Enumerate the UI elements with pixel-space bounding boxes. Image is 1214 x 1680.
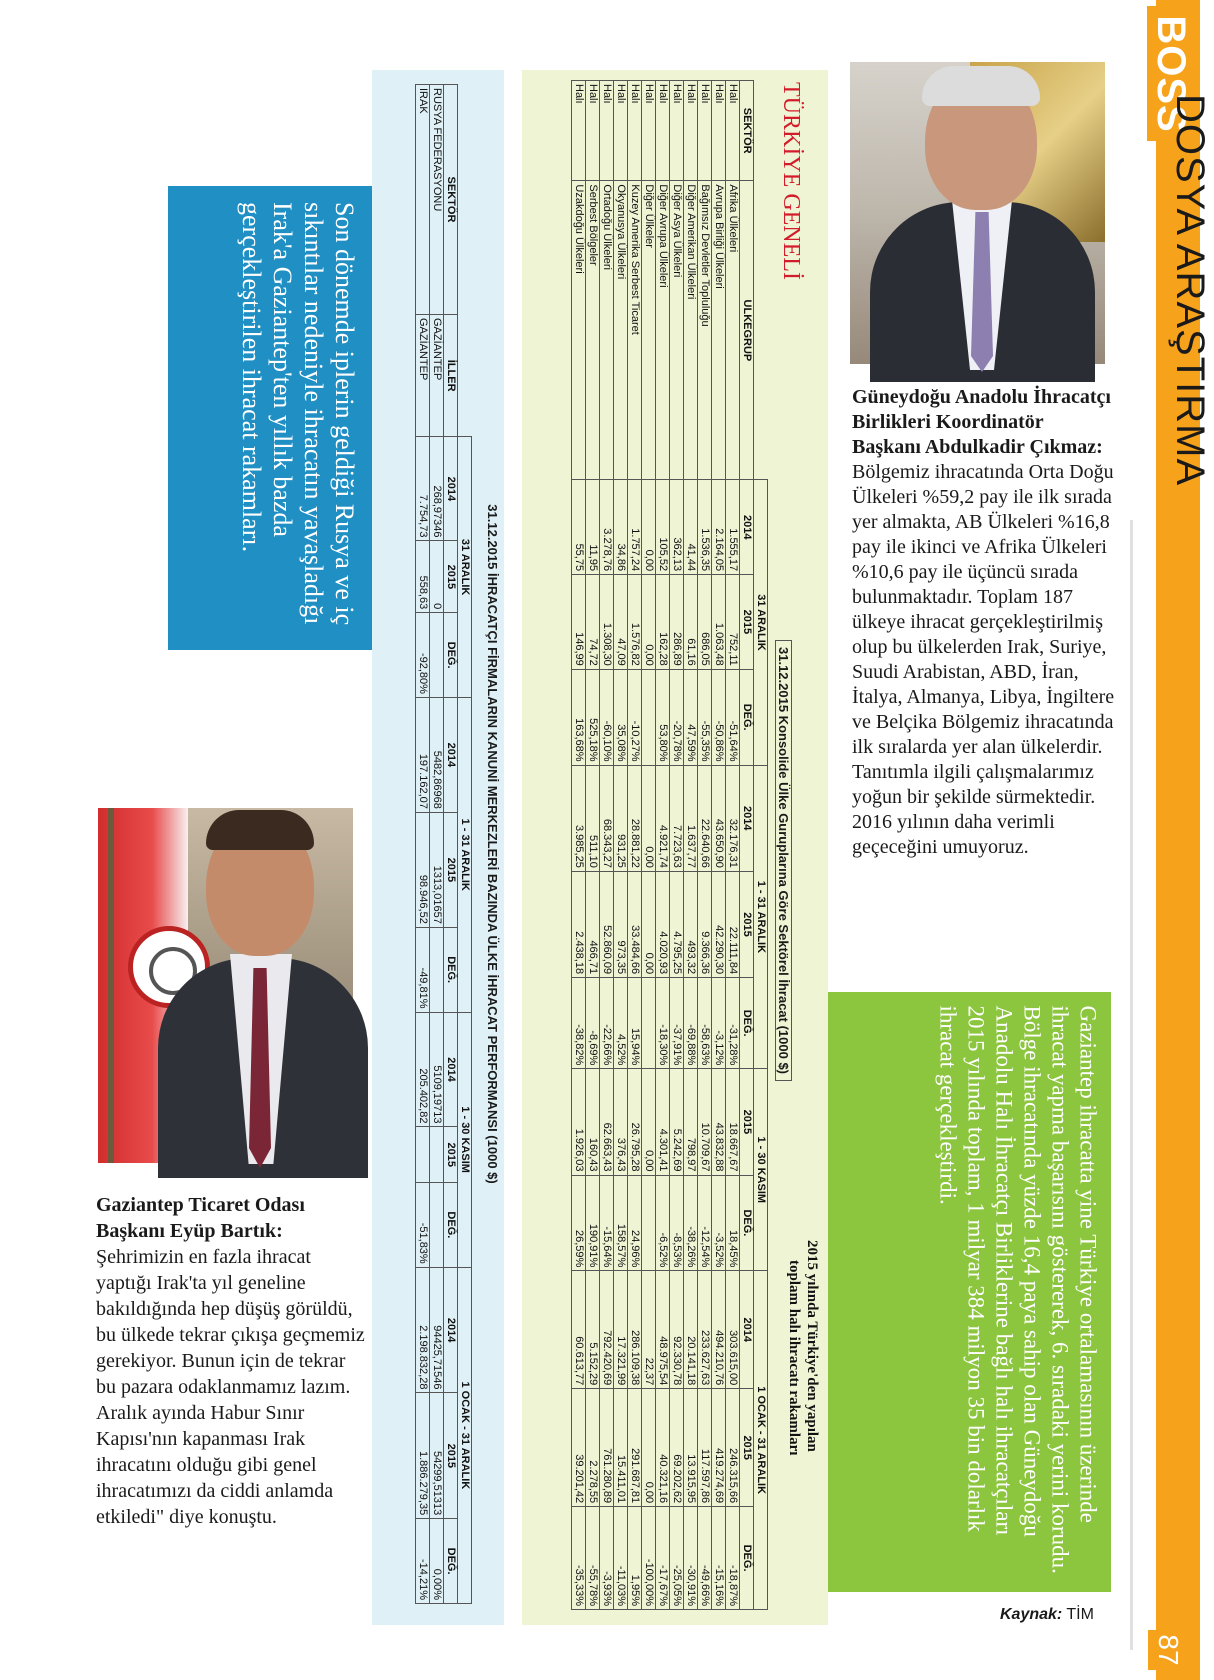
table2-row (600, 81, 614, 1610)
table1-cell: 98.946,52 (416, 812, 430, 927)
table2-cell: 419.274,69 (712, 1389, 726, 1507)
table2-cell: Halı (698, 81, 712, 181)
table2-cell: 2.438,18 (572, 871, 586, 977)
table2-cell: 493,32 (684, 871, 698, 977)
table2-cell: -11,03% (614, 1507, 628, 1610)
table2-cell: 32.176,31 (726, 765, 740, 871)
table1-cell: -51,83% (416, 1183, 430, 1268)
table2-row (586, 81, 600, 1610)
table2-cell: -37,91% (670, 978, 684, 1069)
table2-cell: Halı (726, 81, 740, 181)
table2-cell: Halı (600, 81, 614, 181)
table1-row (416, 85, 430, 1604)
table1-cell: 1.886.279,35 (416, 1393, 430, 1519)
table2-cell: 69.202,62 (670, 1389, 684, 1507)
table2-cell: 761.280,89 (600, 1389, 614, 1507)
table1-header-cell: 2015 (444, 1127, 458, 1183)
table1-group: 1 OCAK - 31 ARALIK (458, 1267, 472, 1603)
table2-cell: 22,37 (642, 1271, 656, 1389)
table2-cell: Halı (684, 81, 698, 181)
table2-cell: -50,86% (712, 669, 726, 765)
table2-cell: 5.152,29 (586, 1271, 600, 1389)
table2-cell: 10.709,67 (698, 1069, 712, 1175)
highlight-box-green (828, 992, 1111, 1592)
table2-cell: 1.536,35 (698, 480, 712, 575)
table2-cell: Halı (614, 81, 628, 181)
table2-cell: 4.020,93 (656, 871, 670, 977)
table1-header-cell: DEĞ. (444, 613, 458, 698)
table2-cell: Serbest Bölgeler (586, 181, 600, 480)
table2-cell: 466,71 (586, 871, 600, 977)
table2-cell: 752,11 (726, 575, 740, 670)
table1-cell (430, 927, 444, 1012)
table1-cell: 1313,01657 (430, 812, 444, 927)
table1-cell: 0 (430, 541, 444, 613)
table2-group: 1 - 31 ARALIK (754, 765, 768, 1069)
table2-cell: Halı (628, 81, 642, 181)
table2-cell: -10,27% (628, 669, 642, 765)
table2-header-cell: 2014 (740, 1271, 754, 1389)
table1-cell: 2.198.832,28 (416, 1267, 430, 1393)
table2-cell: 52.860,09 (600, 871, 614, 977)
table1-cell: GAZİANTEP (416, 314, 430, 436)
table1-header-cell: DEĞ. (444, 1519, 458, 1604)
caption-left-body: Şehrimizin en fazla ihracat yaptığı Irak'ta yıl geneline bakıldığında hep düşüş görüldü, bu ülkede tekrar çıkışa geçmemiz gerekiyor. Bunun için de tekrar bu pazara odaklanmamız lazım. Aralık ayında Habur Sınır Kapısı'nın kapanması Irak ihracatını olduğu gibi genel ihracatımızı da ciddi anlamda etkiledi" diye konuştu. (96, 1246, 365, 1528)
table2-cell: Halı (670, 81, 684, 181)
table2-cell: 792.420,69 (600, 1271, 614, 1389)
table2-cell: Ortadoğu Ülkeleri (600, 181, 614, 480)
table2-header-cell: ULKEGRUP (740, 181, 754, 480)
green-paragraph-2: Bölge ihracatında yüzde 16,4 paya sahip olan Güneydoğu Anadolu Halı İhracatçı Birliklerine bağlı halı ihracatçıları 2015 yılında toplam, 1 milyar 384 milyon 35 bin dolarlık ihracat gerçekleştirdi. (935, 1005, 1045, 1537)
table1-header-cell: 2015 (444, 1393, 458, 1519)
table2-row (642, 81, 656, 1610)
table2-cell: -18,30% (656, 978, 670, 1069)
table1-header-cell: 2014 (444, 697, 458, 812)
table2-cell: 798,97 (684, 1069, 698, 1175)
table2-cell: 22.640,66 (698, 765, 712, 871)
source-credit (1000, 1606, 1094, 1624)
table1-header-cell: 2014 (444, 437, 458, 541)
table2-cell: 4.301,41 (656, 1069, 670, 1175)
table2-row (726, 81, 740, 1610)
table2-cell: 511,10 (586, 765, 600, 871)
table2-cell: Bağımsız Devletler Topluluğu (698, 181, 712, 480)
photo-eyup-bartik (98, 808, 353, 1163)
table1-cell: 558,63 (416, 541, 430, 613)
table2-cell: 22.111,84 (726, 871, 740, 977)
table1-header-cell: 2015 (444, 812, 458, 927)
caption-abdulkadir-cikmaz (852, 385, 1117, 860)
table1-group: 1 - 31 ARALIK (458, 697, 472, 1012)
table2-cell: 0,00 (642, 575, 656, 670)
table2-cell: -8,69% (586, 978, 600, 1069)
photo-abdulkadir-cikmaz (850, 62, 1105, 364)
table1-header-cell: SEKTÖR (444, 85, 458, 315)
table2-group: 1 - 30 KASIM (754, 1069, 768, 1271)
highlight-text: Son dönemde iplerin geldiği Rusya ve iç sıkıntılar nedeniyle ihracatın yavaşladığı Irak'a Gaziantep'ten yıllık bazda gerçekleştirilen ihracat rakamları. (237, 202, 359, 626)
table2-cell: 117.597,86 (698, 1389, 712, 1507)
table2-row (572, 81, 586, 1610)
table2-cell: Kuzey Amerika Serbest Ticaret (628, 181, 642, 480)
table2-cell: 74,72 (586, 575, 600, 670)
table2-cell: 33.484,66 (628, 871, 642, 977)
table2-cell: 92.330,78 (670, 1271, 684, 1389)
table2-cell: 26,59% (572, 1175, 586, 1271)
table2-cell (642, 978, 656, 1069)
brand-logo: BOSS (1147, 6, 1195, 141)
table2-cell: 146,99 (572, 575, 586, 670)
table2-cell: -18,87% (726, 1507, 740, 1610)
table2-cell: 2.164,05 (712, 480, 726, 575)
table2-cell: -22,66% (600, 978, 614, 1069)
table2-cell: -12,54% (698, 1175, 712, 1271)
table2-cell: 9.366,36 (698, 871, 712, 977)
table2-cell: 41,44 (684, 480, 698, 575)
table1-cell: IRAK (416, 85, 430, 315)
table2-cell: 43.832,88 (712, 1069, 726, 1175)
table2-cell: -60,10% (600, 669, 614, 765)
table2-cell: 158,57% (614, 1175, 628, 1271)
table2-cell: 1.063,48 (712, 575, 726, 670)
table2-cell: 18.667,67 (726, 1069, 740, 1175)
table2-cell: -3,93% (600, 1507, 614, 1610)
table2-group: 31 ARALIK (754, 480, 768, 765)
table1-cell: -49,81% (416, 927, 430, 1012)
table1-rotated (415, 84, 500, 1604)
table1-cell: 5109,19713 (430, 1012, 444, 1127)
table1-cell: 205.402,82 (416, 1012, 430, 1127)
green-paragraph-1: Gaziantep ihracatta yine Türkiye ortalamasının üzerinde ihracat yapma başarısını göstererek, 6. sıradaki yerini korudu. (1047, 1005, 1101, 1574)
table2-cell: 1.637,77 (684, 765, 698, 871)
table2-cell: 190,91% (586, 1175, 600, 1271)
table2-cell: 15,94% (628, 978, 642, 1069)
green-box-content (829, 992, 1112, 1592)
table2-cell (642, 669, 656, 765)
table2-cell: 973,35 (614, 871, 628, 977)
table2-cell: 34,86 (614, 480, 628, 575)
table2-cell: 61,16 (684, 575, 698, 670)
table2-title: 31.12.2015 Konsolide Ülke Guruplarına Göre Sektörel İhracat (1000 $) (775, 640, 792, 1081)
table2-cell: -55,35% (698, 669, 712, 765)
table1-header-cell: DEĞ. (444, 1183, 458, 1268)
hair (922, 66, 1040, 106)
table2-cell: 162,28 (656, 575, 670, 670)
table1-blank (458, 85, 472, 437)
table2-cell: -6,52% (656, 1175, 670, 1271)
table2-cell: -15,64% (600, 1175, 614, 1271)
table2-header-cell: 2015 (740, 1069, 754, 1175)
table1-panel (372, 70, 504, 1625)
caption-right-body: Bölgemiz ihracatında Orta Doğu Ülkeleri %59,2 pay ile ilk sırada yer almakta, AB Ülkeleri %16,8 pay ile ikinci ve Afrika Ülkeleri %10,6 pay ile üçüncü sırada bulunmaktadır. Toplam 187 ülkeye ihracat gerçekleştirilmiş olup bu ülkelerden Irak, Suriye, Suudi Arabistan, ABD, İran, İtalya, Almanya, Libya, İngiltere ve Belçika Bölgemiz ihracatında ilk sıralarda yer alan ülkelerdir. Tanıtımla ilgili çalışmalarımız yoğun bir şekilde sürmektedir. 2016 yılının daha verimli geçeceğini umuyoruz. (852, 461, 1115, 858)
table2-row (656, 81, 670, 1610)
table2-cell: 376,43 (614, 1069, 628, 1175)
table2-blank (754, 81, 768, 480)
table1-cell: -92,80% (416, 613, 430, 698)
table2-row (684, 81, 698, 1610)
table2-cell: 17.321,99 (614, 1271, 628, 1389)
table1-cell: 0,00% (430, 1519, 444, 1604)
table1-cell (416, 1127, 430, 1183)
table1-cell: -14,21% (416, 1519, 430, 1604)
table1-cell: 268,97346 (430, 437, 444, 541)
table2-cell: 233.627,63 (698, 1271, 712, 1389)
table1-cell (430, 1183, 444, 1268)
table2-cell: 303.615,00 (726, 1271, 740, 1389)
table2-row (712, 81, 726, 1610)
table2-cell: 160,43 (586, 1069, 600, 1175)
table2-cell: 494.210,76 (712, 1271, 726, 1389)
table1-group: 1 - 30 KASIM (458, 1012, 472, 1267)
table2-cell: -15,16% (712, 1507, 726, 1610)
table2-cell: -30,91% (684, 1507, 698, 1610)
table2-panel (522, 70, 828, 1625)
highlight-box-blue (168, 186, 372, 650)
table2-header-cell: 2014 (740, 480, 754, 575)
flag-pole (108, 808, 114, 1163)
table2-cell: 4.921,74 (656, 765, 670, 871)
table2-cell: 47,09 (614, 575, 628, 670)
table2-cell: Avrupa Birliği Ülkeleri (712, 181, 726, 480)
table2-cell: 15.411,01 (614, 1389, 628, 1507)
hair (206, 810, 314, 850)
table2-cell: 525,18% (586, 669, 600, 765)
table2-cell: 18,45% (726, 1175, 740, 1271)
table2-cell: Uzakdoğu Ülkeleri (572, 181, 586, 480)
table2-cell: -25,05% (670, 1507, 684, 1610)
table2-cell: 1.576,82 (628, 575, 642, 670)
table2-row (670, 81, 684, 1610)
table2-cell: Halı (572, 81, 586, 181)
table2-cell: 5.242,69 (670, 1069, 684, 1175)
table2-group: 1 OCAK - 31 ARALIK (754, 1271, 768, 1610)
table1-cell: 7.754,73 (416, 437, 430, 541)
table2-cell: 47,59% (684, 669, 698, 765)
table2-cell: -3,12% (712, 978, 726, 1069)
table2-cell: 7.723,63 (670, 765, 684, 871)
table2-cell: Halı (642, 81, 656, 181)
table2-cell: 4,52% (614, 978, 628, 1069)
table2-cell: 4.795,25 (670, 871, 684, 977)
source-value: TİM (1066, 1606, 1094, 1623)
table1-cell: GAZİANTEP (430, 314, 444, 436)
table1-cell: RUSYA FEDERASYONU (430, 85, 444, 315)
side-divider (1130, 520, 1133, 1650)
table1-header-cell: İLLER (444, 314, 458, 436)
table2-cell: 1.555,17 (726, 480, 740, 575)
table2-cell: -20,78% (670, 669, 684, 765)
table2-cell: 286,89 (670, 575, 684, 670)
table2-cell: 0,00 (642, 765, 656, 871)
table2-header-cell: DEĞ. (740, 1507, 754, 1610)
table1-title: 31.12.2015 İHRACATÇI FİRMALARIN KANUNİ MERKEZLERİ BAZINDA ÜLKE İHRACAT PERFORMANSI (1000 $) (485, 504, 500, 1184)
table2-cell: 2.278,55 (586, 1389, 600, 1507)
table2-cell: 1.926,03 (572, 1069, 586, 1175)
caption-eyup-bartik (96, 1192, 366, 1530)
table2-cell: 28.881,22 (628, 765, 642, 871)
table2-cell: 1,95% (628, 1507, 642, 1610)
table2-cell: Halı (656, 81, 670, 181)
table2-cell: -8,53% (670, 1175, 684, 1271)
table2-cell: Diğer Ülkeler (642, 181, 656, 480)
page-number: 87 (1148, 1630, 1188, 1670)
table2-cell: 246.315,66 (726, 1389, 740, 1507)
table2-cell: 11,95 (586, 480, 600, 575)
table2-cell: 1.757,24 (628, 480, 642, 575)
table2-cell: -49,66% (698, 1507, 712, 1610)
caption-left-title: Gaziantep Ticaret Odası Başkanı Eyüp Bartık: (96, 1194, 305, 1242)
section-title: DOSYA ARAŞTIRMA (1168, 94, 1212, 487)
table2-cell: 42.290,30 (712, 871, 726, 977)
table2-cell: Diğer Amerikan Ülkeleri (684, 181, 698, 480)
table2-cell: 20.141,18 (684, 1271, 698, 1389)
table2-cell: 60.613,77 (572, 1271, 586, 1389)
table1-cell (430, 613, 444, 698)
table1-cell: 94425,71546 (430, 1267, 444, 1393)
table2-cell: 26.795,28 (628, 1069, 642, 1175)
table1-cell: 54299,51313 (430, 1393, 444, 1519)
table2-cell: Okyanusya Ülkeleri (614, 181, 628, 480)
table2-cell: 43.650,90 (712, 765, 726, 871)
table2-header-cell: DEĞ. (740, 669, 754, 765)
source-label: Kaynak: (1000, 1606, 1063, 1623)
table2-cell: 362,13 (670, 480, 684, 575)
table2-header-cell: DEĞ. (740, 978, 754, 1069)
table2-cell: 931,25 (614, 765, 628, 871)
table2-cell: Diğer Asya Ülkeleri (670, 181, 684, 480)
table2-cell: -55,78% (586, 1507, 600, 1610)
table2-header-cell: SEKTÖR (740, 81, 754, 181)
table2-cell: 0,00 (642, 871, 656, 977)
table2-cell: 40.321,16 (656, 1389, 670, 1507)
table2-cell (642, 1175, 656, 1271)
table2-side-title-1: 2015 yılında Türkiye'den yapılan (804, 1240, 820, 1452)
turkiye-geneli-heading: TÜRKİYE GENELİ (778, 82, 804, 280)
table1-cell: 5482,86968 (430, 697, 444, 812)
table2-cell: 13.915,95 (684, 1389, 698, 1507)
table2-cell: 53,80% (656, 669, 670, 765)
table1-header-cell: DEĞ. (444, 927, 458, 1012)
table1-cell: 197.162,07 (416, 697, 430, 812)
table2-cell: 286.109,38 (628, 1271, 642, 1389)
table2-side-title-2: toplam halı ihracatı rakamları (786, 1260, 802, 1456)
table2-cell: Afrika Ülkeleri (726, 181, 740, 480)
table2-cell: 291.687,81 (628, 1389, 642, 1507)
table2-cell: 0,00 (642, 1069, 656, 1175)
table2-cell: -38,82% (572, 978, 586, 1069)
table2-cell: -17,67% (656, 1507, 670, 1610)
table2-cell: 62.663,43 (600, 1069, 614, 1175)
table1-header-cell: 2014 (444, 1267, 458, 1393)
table2-cell: 0,00 (642, 1389, 656, 1507)
table2-header-cell: 2015 (740, 1389, 754, 1507)
table2 (571, 80, 768, 1610)
table2-header-cell: 2015 (740, 575, 754, 670)
table1-header-cell: 2014 (444, 1012, 458, 1127)
table2-cell: 55,75 (572, 480, 586, 575)
table2-cell: -51,64% (726, 669, 740, 765)
table2-cell: 35,08% (614, 669, 628, 765)
table2-cell: 1.308,30 (600, 575, 614, 670)
table2-cell: Halı (712, 81, 726, 181)
table2-header-cell: 2014 (740, 765, 754, 871)
table2-cell: -31,28% (726, 978, 740, 1069)
table2-row (698, 81, 712, 1610)
table1 (415, 84, 472, 1604)
table2-cell: -3,52% (712, 1175, 726, 1271)
table2-cell: 3.985,25 (572, 765, 586, 871)
table2-cell: Diğer Avrupa Ülkeleri (656, 181, 670, 480)
table2-cell: 24,96% (628, 1175, 642, 1271)
table2-row (628, 81, 642, 1610)
table2-rotated (571, 80, 826, 1610)
table2-cell: -58,63% (698, 978, 712, 1069)
table2-cell: 105,52 (656, 480, 670, 575)
table2-cell: Halı (586, 81, 600, 181)
table2-cell: -35,33% (572, 1507, 586, 1610)
table2-cell: 39.201,42 (572, 1389, 586, 1507)
table2-cell: 0,00 (642, 480, 656, 575)
table2-row (614, 81, 628, 1610)
table2-cell: -100,00% (642, 1507, 656, 1610)
table2-cell: 163,68% (572, 669, 586, 765)
table1-group: 31 ARALIK (458, 437, 472, 698)
table1-row (430, 85, 444, 1604)
table2-header-cell: DEĞ. (740, 1175, 754, 1271)
table2-cell: 3.278,76 (600, 480, 614, 575)
table2-cell: 686,05 (698, 575, 712, 670)
table2-cell: 68.343,27 (600, 765, 614, 871)
table1-cell (430, 1127, 444, 1183)
table2-cell: -38,26% (684, 1175, 698, 1271)
table1-header-cell: 2015 (444, 541, 458, 613)
table2-cell: -69,88% (684, 978, 698, 1069)
table2-cell: 48.975,54 (656, 1271, 670, 1389)
table2-header-cell: 2015 (740, 871, 754, 977)
table2-header-area (768, 80, 826, 1610)
caption-right-title: Güneydoğu Anadolu İhracatçı Birlikleri Koordinatör Başkanı Abdulkadir Çıkmaz: (852, 386, 1111, 458)
